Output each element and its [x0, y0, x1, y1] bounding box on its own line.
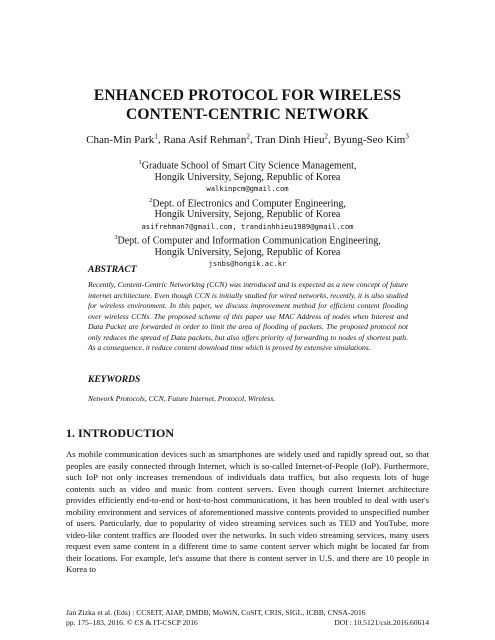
affiliation-2-email: asifrehman7@gmail.com, trandinhhieu1989@gmail.com — [141, 221, 354, 231]
footer-citation: Jan Zizka et al. (Eds) : CCSEIT, AIAP, DMDB, MoWiN, CoSIT, CRIS, SIGL, ICBB, CNSA-2016 — [66, 608, 366, 617]
affiliation-3-line-2: Hongik University, Sejong, Republic of Korea — [154, 246, 341, 258]
author-list: Chan-Min Park$^1$, Rana Asif Rehman$^2$, Tran Dinh Hieu$^2$, Byung-Seo Kim$^3$ — [86, 132, 409, 146]
keywords-text: Network Protocols, CCN, Future Internet, Protocol, Wireless. — [88, 394, 276, 403]
footer-pages: pp. 175–183, 2016. © CS & IT-CSCP 2016 — [66, 618, 198, 627]
affiliation-1-line-2: Hongik University, Sejong, Republic of Korea — [154, 171, 341, 183]
page-footer — [66, 608, 429, 628]
affiliation-3-line-1: $^3$Dept. of Computer and Information Communication Engineering, — [114, 234, 381, 247]
section-heading: 1. INTRODUCTION — [66, 426, 175, 440]
affiliation-3-email: jsnbs@hongik.ac.kr — [208, 259, 287, 269]
affiliation-1-email: walkinpcm@gmail.com — [206, 184, 289, 194]
affiliation-1-line-1: $^1$Graduate School of Smart City Science Management, — [138, 159, 357, 172]
author: Rana Asif Rehman$^2$ — [163, 132, 250, 146]
keywords-heading: KEYWORDS — [88, 375, 141, 385]
author: Chan-Min Park$^1$ — [86, 132, 158, 146]
author: Byung-Seo Kim$^3$ — [333, 132, 409, 146]
abstract-heading: ABSTRACT — [88, 265, 137, 275]
affiliation-2-line-1: $^2$Dept. of Electronics and Computer Engineering, — [149, 196, 346, 209]
abstract-text: Recently, Content-Centric Networking (CCN) was introduced and is expected as a new concept of future internet architecture. Even though CCN is initially studied for wired networks, recently, it is also studied for wireless environment. In this paper, we discuss improvement method for efficient content flooding over wireless CCNs. The proposed scheme of this paper use MAC Address of nodes when Interest and Data Packet are forwarded in order to limit the area of flooding of packets. The proposed protocol not only reduces the spread of Data packets, but also offers priority of forwarding to nodes of shortest path. As a consequence, it reduce content download time which is proved by extensive simulations. — [88, 280, 408, 352]
affiliation-2-line-2: Hongik University, Sejong, Republic of Korea — [154, 209, 341, 221]
footer-doi: DOI : 10.5121/csit.2016.60614 — [334, 618, 429, 627]
author: Tran Dinh Hieu$^2$ — [255, 132, 328, 146]
title-line-2: CONTENT-CENTRIC NETWORK — [125, 106, 370, 123]
introduction-text: As mobile communication devices such as smartphones are widely used and rapidly spread out, so that peoples are easily connected through Internet, which is so-called Internet-of-People (IoP). Furthermore, such IoP not only increases tremendous of individuals data traffics, but also requests lots of huge contents such as video and music from content servers. Even though current Internet architecture provides efficiently end-to-end or host-to-host communications, it has been troubled to deal with user's mobility environment and services of aforementioned massive contents provided to unspecified number of users. Particularly, due to popularity of video streaming services such as TED and YouTube, more video-like content traffics are flooded over the networks. In such video streaming services, many users request even same content in a different time to same content server which might be located far from their locations. For example, let's assume that there is content server in U.S. and there are 10 people in Korea to — [66, 449, 429, 575]
affiliations — [0, 157, 495, 270]
paper-title — [0, 86, 495, 124]
title-line-1: ENHANCED PROTOCOL FOR WIRELESS — [93, 87, 402, 104]
